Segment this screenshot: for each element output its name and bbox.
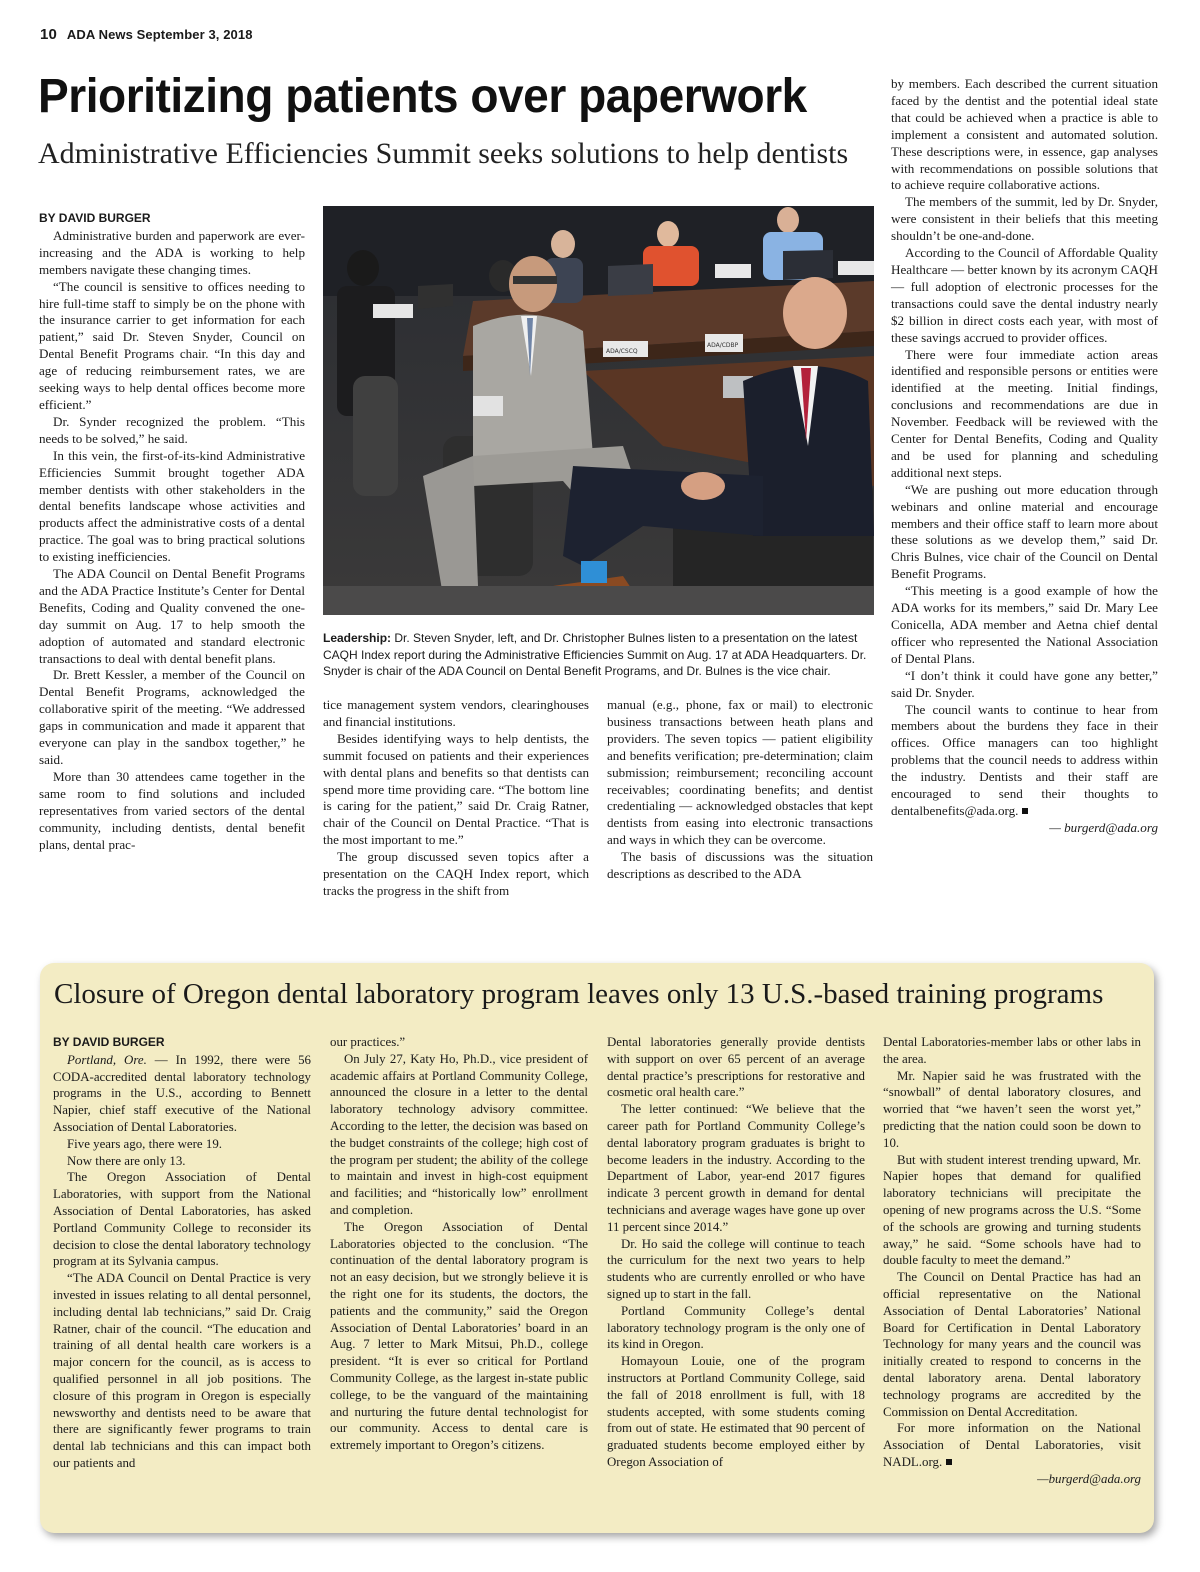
paragraph-last [883, 1420, 1141, 1470]
paragraph: “We are pushing out more education through webinars and online material and encourage members and their office staff to learn more about these solutions as we develop them,” said Dr. Chris Bulnes, vice chair of the Council on Dental Benefit Programs. [891, 481, 1158, 582]
page-number: 10 [40, 26, 57, 43]
paragraph: Homayoun Louie, one of the program instructors at Portland Community College, said the fall of 2018 enrollment is full, with 18 students accepted, with some students coming from out of state. He estimated that 90 percent of graduated students become employed either by Oregon Association of [607, 1354, 865, 1469]
article-signature: — burgerd@ada.org [1049, 819, 1158, 835]
photo-name-tent-2: ADA/CDBP [707, 342, 739, 349]
end-mark-icon [1022, 808, 1028, 814]
summit-photo [323, 206, 874, 615]
paragraph: Besides identifying ways to help dentists, the summit focused on patients and their experiences with dental plans and benefits so that dentists can spend more time providing care. “The bottom line is caring for the patient,” said Dr. Craig Ratner, chair of the Council on Dental Practice. “That is the most important to me.” [323, 730, 589, 848]
headline: Prioritizing patients over paperwork [38, 70, 807, 123]
paragraph: On July 27, Katy Ho, Ph.D., vice president of academic affairs at Portland Community College, announced the closure in a letter to the dental laboratory technology advisory committee. According to the letter, the decision was based on the budget constraints of the college; high cost of the program per student; the ability of the college to maintain and invest in high-cost equipment and facilities; and “historically low” enrollment and completion. [330, 1051, 588, 1217]
paragraph: manual (e.g., phone, fax or mail) to electronic business transactions between heath plans and providers. The seven topics — patient eligibility and benefits verification; pre-determination; claim submission; reimbursement; reconciling account receivables; coordinating benefits; and dentist credentialing — acknowledged obstacles that kept dentists from easing into electronic transactions and ways in which they can be overcome. [607, 697, 873, 848]
paragraph: According to the Council of Affordable Quality Healthcare — better known by its acronym CAQH — full adoption of electronic processes for the transactions could save the dental industry nearly $2 billion in direct costs each year, with most of these savings accrued to provider offices. [891, 245, 1158, 345]
paragraph: The group discussed seven topics after a presentation on the CAQH Index report, which tracks the progress in the shift from [323, 849, 589, 898]
paragraph-text: — In 1992, there were 56 CODA-accredited dental laboratory technology programs in the U.S., according to Bennett Napier, chief staff executive of the National Association of Dental Laboratories. [53, 1052, 311, 1134]
paragraph: Dental Laboratories-member labs or other labs in the area. [883, 1035, 1141, 1066]
paragraph: The Oregon Association of Dental Laboratories objected to the conclusion. “The continuation of the dental laboratory program is not an easy decision, but we strongly believe it is the right one for its students, the doctors, the patients and the community,” said the Oregon Association of Dental Laboratories’ board in an Aug. 7 letter to Mark Mitsui, Ph.D., college president. “It is ever so critical for Portland Community College, as the largest in-state public college, to be the vanguard of the maintaining and nurturing the future dental technologist for our community. Access to dental care is extremely important to Oregon’s citizens. [330, 1219, 588, 1453]
folio [40, 26, 253, 43]
sidebar-column-2 [330, 1034, 588, 1454]
paragraph: Now there are only 13. [67, 1153, 186, 1168]
paragraph-text: For more information on the National Association of Dental Laboratories, visit NADL.org. [883, 1421, 1141, 1469]
sidebar-column-3 [607, 1034, 865, 1471]
paragraph: Dr. Ho said the college will continue to teach the curriculum for the next two years to help students who are currently enrolled or who have signed up to start in the fall. [607, 1236, 865, 1301]
paragraph: The basis of discussions was the situation descriptions as described to the ADA [607, 849, 873, 882]
paragraph: The Council on Dental Practice has had an official representative on the National Association of Dental Laboratories’ National Board for Certification in Dental Laboratory Technology for many years and the council was initially created to respond to concerns in the dental laboratory arena. Dental laboratory technology programs are accredited by the Commission on Dental Accreditation. [883, 1270, 1141, 1419]
paragraph: Administrative burden and paperwork are ever-increasing and the ADA is working to help members navigate these changing times. [39, 227, 305, 277]
paragraph: “The council is sensitive to offices needing to hire full-time staff to simply be on the phone with the insurance carrier to get information for each patient,” said Dr. Steven Snyder, Council on Dental Benefit Programs chair. “In this day and age of reducing reimbursement rates, we are seeking ways to help dental offices become more efficient.” [39, 278, 305, 412]
paragraph: our practices.” [330, 1035, 406, 1049]
paragraph: Dr. Synder recognized the problem. “This needs to be solved,” he said. [39, 413, 305, 446]
paragraph: Mr. Napier said he was frustrated with the “snowball” of dental laboratory closures, and worried that “we haven’t seen the worst yet,” predicting that the nation could soon be down to 10. [883, 1068, 1141, 1150]
deck: Administrative Efficiencies Summit seeks solutions to help dentists [38, 137, 849, 170]
paragraph: The Oregon Association of Dental Laboratories, with support from the National Association of Dental Laboratories, has asked Portland Community College to reconsider its decision to close the dental laboratory technology program at its Sylvania campus. [53, 1170, 311, 1269]
end-mark-icon [946, 1459, 952, 1465]
paragraph: In this vein, the first-of-its-kind Administrative Efficiencies Summit brought together ADA member dentists with other stakeholders in the dental benefits landscape whose activities and products affect the administrative costs of a dental practice. The goal was to bring practical solutions to existing inefficiencies. [39, 447, 305, 565]
photo-caption [323, 630, 874, 680]
paragraph: The members of the summit, led by Dr. Snyder, were consistent in their beliefs that this meeting shouldn’t be one-and-done. [891, 194, 1158, 244]
paragraph: The letter continued: “We believe that the career path for Portland Community College’s dental laboratory program graduates is bright to become leaders in the industry. According to the Department of Labor, year-end 2017 figures indicate 3 percent growth in demand for dental technicians and average wages have gone up over 11 percent since 2014.” [607, 1102, 865, 1234]
article-column-4 [891, 76, 1158, 837]
dateline: Portland, Ore. [67, 1052, 147, 1067]
byline: BY DAVID BURGER [39, 211, 151, 225]
paragraph: But with student interest trending upward, Mr. Napier hopes that demand for qualified laboratory technicians will precipitate the opening of new programs across the U.S. “Some of the schools are growing and turning students away,” he said. “Some schools have had to double faculty to meet the demand.” [883, 1152, 1141, 1268]
paragraph: Five years ago, there were 19. [67, 1136, 222, 1151]
sidebar-byline: BY DAVID BURGER [53, 1035, 165, 1049]
paragraph: tice management system vendors, clearinghouses and financial institutions. [323, 697, 589, 729]
paragraph: Dental laboratories generally provide dentists with support on over 65 percent of an average dental practice’s prescriptions for restorative and cosmetic oral health care.” [607, 1035, 865, 1100]
sidebar-column-4 [883, 1034, 1141, 1488]
paragraph [53, 1052, 311, 1136]
article-column-3 [607, 697, 873, 883]
paragraph: “The ADA Council on Dental Practice is very invested in issues relating to all dental personnel, including dental lab technicians,” said Dr. Craig Ratner, chair of the council. “The education and training of all dental health care workers is a major concern for the council, as is access to qualified personnel in all job positions. The closure of this program in Oregon is especially newsworthy and dentists need to be aware that there are significantly fewer programs to train dental lab technicians and this can impact both our patients and [53, 1271, 311, 1470]
paragraph-text: The council wants to continue to hear from members about the burdens they face in their offices. Office managers can too highlight problems that the council needs to address within the industry. Dentists and their staff are encouraged to send their thoughts to dentalbenefits@ada.org. [891, 701, 1158, 818]
caption-label: Leadership: [323, 631, 392, 645]
sidebar-signature: —burgerd@ada.org [1037, 1471, 1141, 1486]
paragraph: There were four immediate action areas identified and responsible persons or entities were identified at the meeting. Initial findings, conclusions and recommendations are due in November. Feedback will be reviewed with the Center for Dental Benefits, Coding and Quality and be used for planning and scheduling additional next steps. [891, 346, 1158, 480]
sidebar-title: Closure of Oregon dental laboratory program leaves only 13 U.S.-based training programs [54, 978, 1104, 1010]
paragraph: The ADA Council on Dental Benefit Programs and the ADA Practice Institute’s Center for Dental Benefits, Coding and Quality convened the one-day summit on Aug. 17 to help smooth the adoption of automated and standard electronic transactions to deal with dental benefit plans. [39, 566, 305, 666]
article-column-1 [39, 210, 305, 853]
article-column-2 [323, 697, 589, 900]
caption-text: Dr. Steven Snyder, left, and Dr. Christopher Bulnes listen to a presentation on the latest CAQH Index report during the Administrative Efficiencies Summit on Aug. 17 at ADA Headquarters. Dr. Snyder is chair of the ADA Council on Dental Benefit Programs, and Dr. Bulnes is the vice chair. [323, 631, 867, 678]
sidebar-column-1 [53, 1034, 311, 1472]
paragraph: Dr. Brett Kessler, a member of the Council on Dental Benefit Programs, acknowledged the collaborative spirit of the meeting. “We addressed gaps in communication and made it apparent that everyone can play in the sandbox together,” he said. [39, 667, 305, 767]
paragraph: “I don’t think it could have gone any better,” said Dr. Snyder. [891, 667, 1158, 700]
paragraph: “This meeting is a good example of how the ADA works for its members,” said Dr. Mary Lee Conicella, ADA member and Aetna chief dental officer who represented the National Association of Dental Plans. [891, 583, 1158, 666]
summit-photo-illustration [323, 206, 874, 615]
paragraph: by members. Each described the current situation faced by the dentist and the potential ideal state that could be achieved when a practice is able to implement a consistent and automated solution. These descriptions were, in essence, gap analyses with recommendations on possible solutions that to achieve require collaborative actions. [891, 76, 1158, 193]
paragraph: More than 30 attendees came together in the same room to find solutions and included representatives from varied sectors of the dental community, including dentists, dental benefit plans, dental prac- [39, 768, 305, 852]
paragraph-last [891, 702, 1158, 820]
paragraph: Portland Community College’s dental laboratory technology program is the only one of its kind in Oregon. [607, 1303, 865, 1352]
photo-name-tent-1: ADA/CSCQ [606, 348, 638, 355]
publication-date: ADA News September 3, 2018 [66, 27, 253, 42]
